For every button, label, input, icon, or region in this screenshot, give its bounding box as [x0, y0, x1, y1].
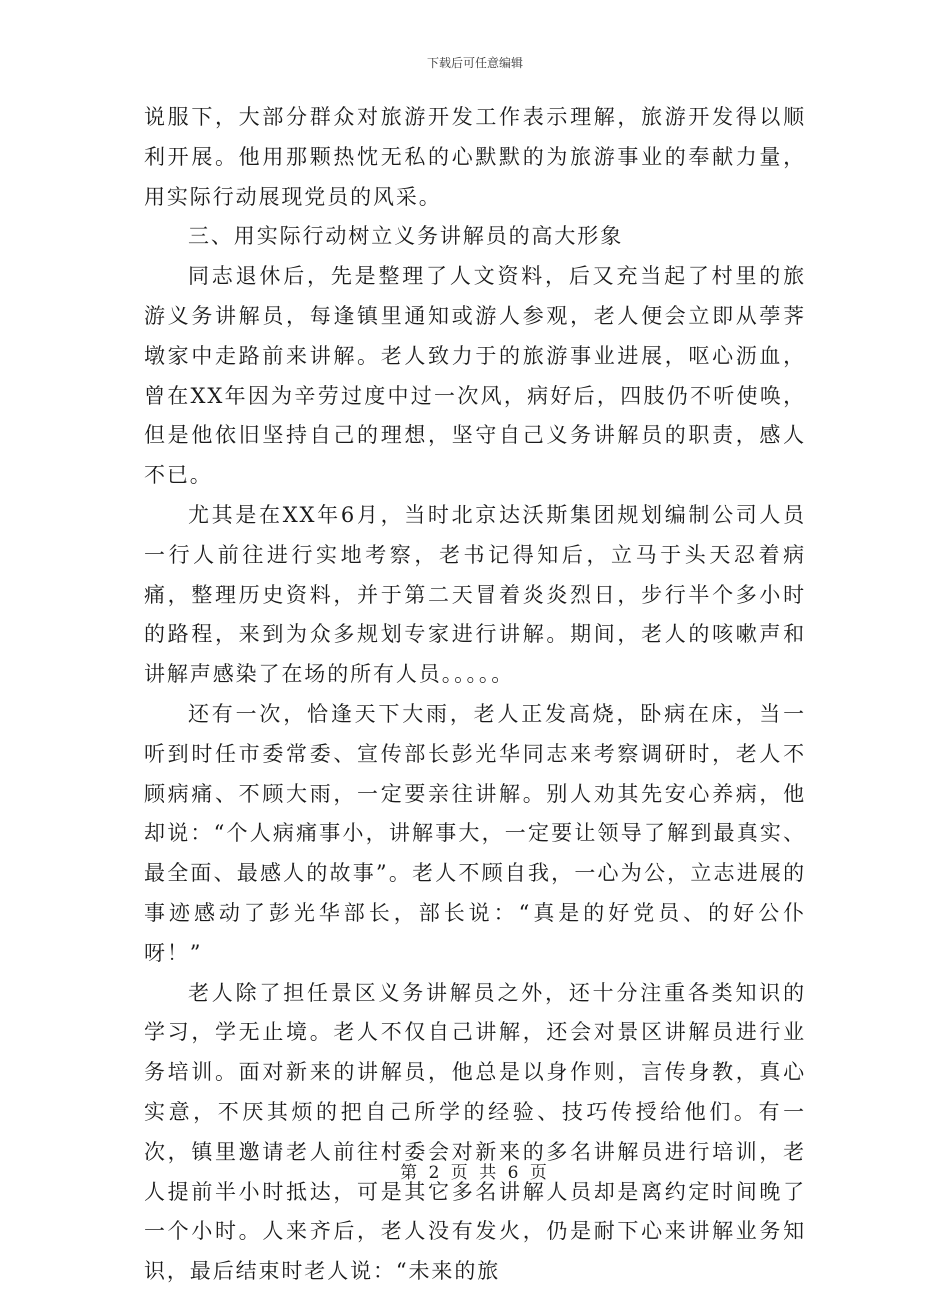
page-footer: 第 2 页 共 6 页	[400, 1163, 550, 1183]
document-body	[144, 98, 806, 1292]
section-heading: 三、用实际行动树立义务讲解员的高大形象	[188, 224, 624, 249]
paragraph: 尤其是在XX年6月，当时北京达沃斯集团规划编制公司人员一行人前往进行实地考察，老书记得知后，立马于头天忍着病痛，整理历史资料，并于第二天冒着炎炎烈日，步行半个多小时的路程，来到为众多规划专家进行讲解。期间，老人的咳嗽声和讲解声感染了在场的所有人员。。。。。	[144, 502, 806, 687]
paragraph: 说服下，大部分群众对旅游开发工作表示理解，旅游开发得以顺利开展。他用那颗热忱无私的心默默的为旅游事业的奉献力量，用实际行动展现党员的风采。	[144, 105, 806, 209]
paragraph: 还有一次，恰逢天下大雨，老人正发高烧，卧病在床，当一听到时任市委常委、宣传部长彭光华同志来考察调研时，老人不顾病痛、不顾大雨，一定要亲往讲解。别人劝其先安心养病，他却说：“个人病痛事小，讲解事大，一定要让领导了解到最真实、最全面、最感人的故事”。老人不顾自我，一心为公，立志进展的事迹感动了彭光华部长，部长说：“真是的好党员、的好公仆呀！”	[144, 701, 806, 965]
paragraph: 同志退休后，先是整理了人文资料，后又充当起了村里的旅游义务讲解员，每逢镇里通知或游人参观，老人便会立即从荸荠墩家中走路前来讲解。老人致力于的旅游事业进展，呕心沥血，曾在XX年因为辛劳过度中过一次风，病好后，四肢仍不听使唤，但是他依旧坚持自己的理想，坚守自己义务讲解员的职责，感人不已。	[144, 264, 806, 488]
paragraph: 老人除了担任景区义务讲解员之外，还十分注重各类知识的学习，学无止境。老人不仅自己讲解，还会对景区讲解员进行业务培训。面对新来的讲解员，他总是以身作则，言传身教，真心实意，不厌其烦的把自己所学的经验、技巧传授给他们。有一次，镇里邀请老人前往村委会对新来的多名讲解员进行培训，老人提前半小时抵达，可是其它多名讲解人员却是离约定时间晚了一个小时。人来齐后，老人没有发火，仍是耐下心来讲解业务知识，最后结束时老人说：“未来的旅	[144, 980, 806, 1284]
page-header: 下载后可任意编辑	[426, 56, 523, 70]
